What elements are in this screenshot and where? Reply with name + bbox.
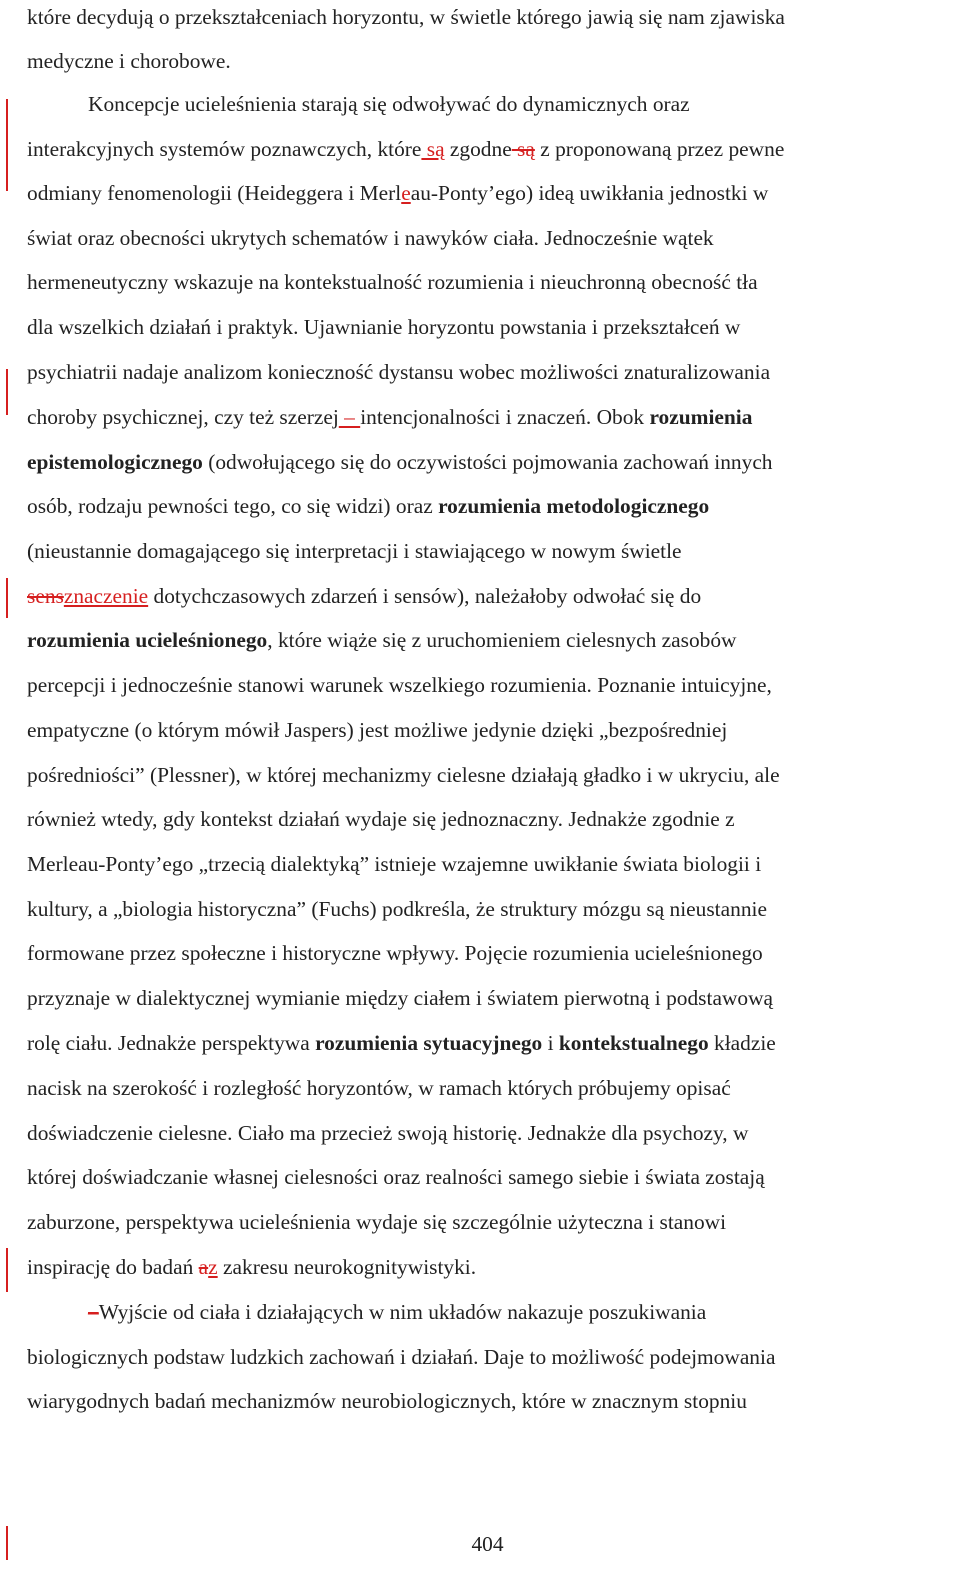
text-run: Merleau-Ponty’ego „trzecią dialektyką” istnieje wzajemne uwikłanie świata biologii i <box>27 852 762 876</box>
text-line <box>27 267 952 297</box>
text-line <box>27 670 952 700</box>
text-run: au-Ponty’ego) ideą uwikłania jednostki w <box>410 181 769 205</box>
tracked-deletion: – <box>88 1300 99 1324</box>
text-line <box>27 1162 952 1192</box>
text-line <box>27 178 952 208</box>
text-line <box>88 89 952 119</box>
text-run: choroby psychicznej, czy też szerzej <box>27 405 339 429</box>
text-run: i <box>542 1031 559 1055</box>
change-bar <box>6 369 8 415</box>
text-run: inspirację do badań <box>27 1255 199 1279</box>
tracked-insertion: z <box>208 1255 218 1279</box>
text-line <box>27 1252 952 1282</box>
text-run: również wtedy, gdy kontekst działań wydaje się jednoznaczny. Jednakże zgodnie z <box>27 807 735 831</box>
bold-term: kontekstualnego <box>558 1031 709 1055</box>
text-run: z proponowaną przez pewne <box>534 137 785 161</box>
text-run: intencjonalności i znaczeń. Obok <box>360 405 650 429</box>
text-run: osób, rodzaju pewności tego, co się widzi) oraz <box>27 494 439 518</box>
bold-term: rozumienia <box>649 405 753 429</box>
text-line <box>27 447 952 477</box>
bold-term: epistemologicznego <box>27 450 203 474</box>
text-run: psychiatrii nadaje analizom konieczność dystansu wobec możliwości znaturalizowania <box>27 360 771 384</box>
text-run: zaburzone, perspektywa ucieleśnienia wydaje się szczególnie użyteczna i stanowi <box>27 1210 727 1234</box>
tracked-insertion: są <box>421 137 445 161</box>
text-run: zgodne <box>444 137 512 161</box>
tracked-deletion: a <box>198 1255 209 1279</box>
text-line <box>27 223 952 253</box>
text-run: interakcyjnych systemów poznawczych, które <box>27 137 422 161</box>
change-bar <box>6 578 8 618</box>
text-line <box>27 849 952 879</box>
text-line <box>27 581 952 611</box>
text-line <box>27 625 952 655</box>
tracked-insertion: e <box>401 181 411 205</box>
text-line <box>27 1342 952 1372</box>
text-run: Koncepcje ucieleśnienia starają się odwoływać do dynamicznych oraz <box>88 92 690 116</box>
change-bar <box>6 99 8 191</box>
text-run: percepcji i jednocześnie stanowi warunek wszelkiego rozumienia. Poznanie intuicyjne, <box>27 673 772 697</box>
text-run: rolę ciału. Jednakże perspektywa <box>27 1031 316 1055</box>
text-line <box>27 983 952 1013</box>
text-line <box>27 2 952 32</box>
text-run: empatyczne (o którym mówił Jaspers) jest możliwe jedynie dzięki „bezpośredniej <box>27 718 728 742</box>
text-run: (nieustannie domagającego się interpretacji i stawiającego w nowym świetle <box>27 539 682 563</box>
page-number: 404 <box>471 1532 504 1556</box>
text-line <box>27 938 952 968</box>
text-line <box>27 1207 952 1237</box>
text-run: które decydują o przekształceniach horyzontu, w świetle którego jawią się nam zjawiska <box>27 5 785 29</box>
tracked-insertion: – <box>338 405 361 429</box>
text-run: Wyjście od ciała i działających w nim układów nakazuje poszukiwania <box>98 1300 707 1324</box>
text-run: medyczne i chorobowe. <box>27 49 231 73</box>
text-run: (odwołującego się do oczywistości pojmowania zachowań innych <box>202 450 773 474</box>
text-line <box>27 894 952 924</box>
text-run: zakresu neurokognitywistyki. <box>217 1255 477 1279</box>
text-line <box>27 134 952 164</box>
text-run: biologicznych podstaw ludzkich zachowań i działań. Daje to możliwość podejmowania <box>27 1345 776 1369</box>
text-run: dotychczasowych zdarzeń i sensów), należałoby odwołać się do <box>148 584 702 608</box>
text-line <box>27 804 952 834</box>
text-run: odmiany fenomenologii (Heideggera i Merl <box>27 181 402 205</box>
text-line <box>27 1028 952 1058</box>
text-run: której doświadczanie własnej cielesności oraz realności samego siebie i świata zostają <box>27 1165 765 1189</box>
text-line <box>27 1118 952 1148</box>
text-line <box>27 760 952 790</box>
text-run: pośredniości” (Plessner), w której mechanizmy cielesne działają gładko i w ukryciu, ale <box>27 763 780 787</box>
text-line <box>27 536 952 566</box>
text-line <box>27 1386 952 1416</box>
text-run: doświadczenie cielesne. Ciało ma przecież swoją historię. Jednakże dla psychozy, w <box>27 1121 749 1145</box>
text-run: kultury, a „biologia historyczna” (Fuchs) podkreśla, że struktury mózgu są nieustannie <box>27 897 767 921</box>
tracked-deletion: są <box>511 137 535 161</box>
text-run: kładzie <box>708 1031 776 1055</box>
text-line <box>27 46 952 76</box>
text-run: hermeneutyczny wskazuje na kontekstualność rozumienia i nieuchronną obecność tła <box>27 270 758 294</box>
tracked-insertion: znaczenie <box>63 584 149 608</box>
text-run: wiarygodnych badań mechanizmów neurobiologicznych, które w znacznym stopniu <box>27 1389 747 1413</box>
bold-term: rozumienia sytuacyjnego <box>315 1031 543 1055</box>
text-run: dla wszelkich działań i praktyk. Ujawnianie horyzontu powstania i przekształceń w <box>27 315 741 339</box>
text-line <box>27 715 952 745</box>
text-run: nacisk na szerokość i rozległość horyzontów, w ramach których próbujemy opisać <box>27 1076 731 1100</box>
text-line <box>27 357 952 387</box>
bold-term: rozumienia metodologicznego <box>438 494 710 518</box>
text-run: świat oraz obecności ukrytych schematów i nawyków ciała. Jednocześnie wątek <box>27 226 714 250</box>
text-run: przyznaje w dialektycznej wymianie między ciałem i światem pierwotną i podstawową <box>27 986 774 1010</box>
text-line <box>88 1297 952 1327</box>
text-line <box>27 491 952 521</box>
text-run: , które wiąże się z uruchomieniem cielesnych zasobów <box>267 628 737 652</box>
text-line <box>27 1073 952 1103</box>
change-bar <box>6 1248 8 1292</box>
text-run: formowane przez społeczne i historyczne wpływy. Pojęcie rozumienia ucieleśnionego <box>27 941 763 965</box>
tracked-deletion: sens <box>27 584 64 608</box>
text-line <box>27 312 952 342</box>
bold-term: rozumienia ucieleśnionego <box>27 628 268 652</box>
text-line <box>27 402 952 432</box>
